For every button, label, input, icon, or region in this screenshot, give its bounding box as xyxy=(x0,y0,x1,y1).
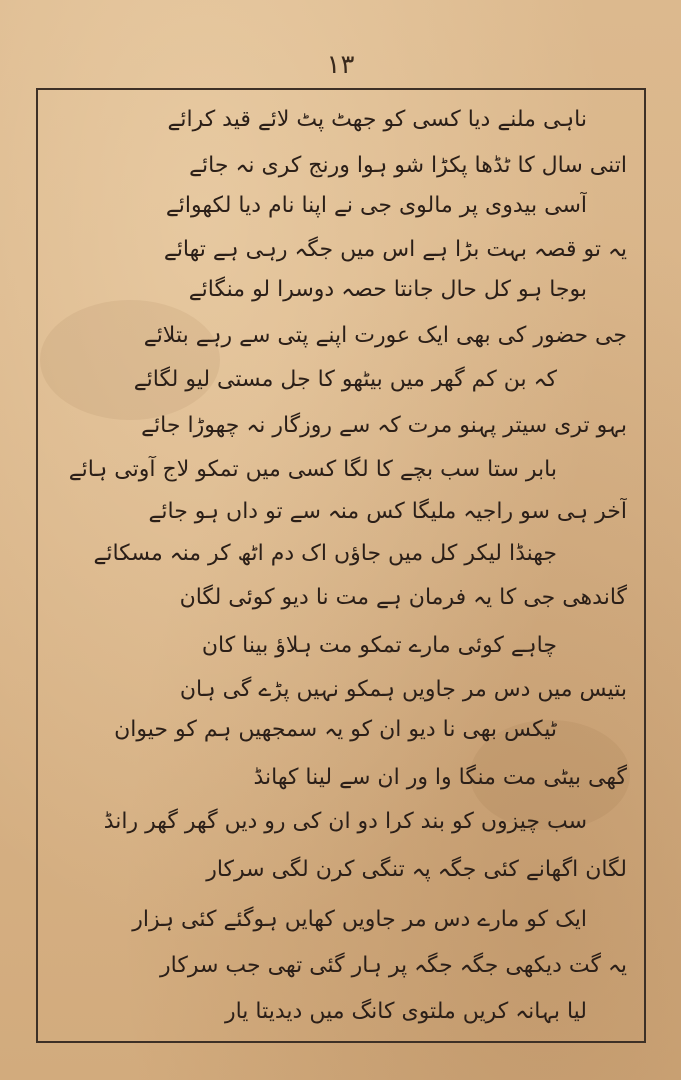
verse-line: کہ بن کم گھر میں بیٹھو کا جل مستی لیو لگائے xyxy=(133,367,557,392)
verse-line: یہ گت دیکھی جگہ جگہ پر ہار گئی تھی جب سرکار xyxy=(160,953,627,978)
verse-line: ایک کو مارے دس مر جاویں کھایں ہوگئے کئی ہزار xyxy=(132,907,587,932)
verse-line: بہو تری سیتر پہنو مرت کہ سے روزگار نہ چھوڑا جائے xyxy=(141,413,627,438)
verse-line: ناہی ملنے دیا کسی کو جھٹ پٹ لائے قید کرائے xyxy=(167,107,587,132)
verse-line: لیا بہانہ کریں ملتوی کانگ میں دیدیتا یار xyxy=(224,999,587,1024)
verse-line: گھی بیٹی مت منگا وا ور ان سے لینا کھانڈ xyxy=(253,765,627,790)
verse-line: آسی بیدوی پر مالوی جی نے اپنا نام دیا لکھوائے xyxy=(165,193,587,218)
verse-line: جھنڈا لیکر کل میں جاؤں اک دم اٹھ کر منہ مسکائے xyxy=(93,541,557,566)
verse-line: جی حضور کی بھی ایک عورت اپنے پتی سے رہے بتلائے xyxy=(143,323,627,348)
verse-line: سب چیزوں کو بند کرا دو ان کی رو دیں گھر گھر رانڈ xyxy=(103,809,587,834)
verse-line: بابر ستا سب بچے کا لگا کسی میں تمکو لاج آوتی ہائے xyxy=(68,457,557,482)
verse-line: گاندھی جی کا یہ فرمان ہے مت نا دیو کوئی لگان xyxy=(179,585,627,610)
verse-line: اتنی سال کا ٹڈھا پکڑا شو ہوا ورنج کری نہ جائے xyxy=(189,153,627,178)
verse-line: بتیس میں دس مر جاویں ہمکو نہیں پڑے گی ہان xyxy=(179,677,627,702)
verse-line: آخر ہی سو راجیہ ملیگا کس منہ سے تو داں ہو جائے xyxy=(148,499,627,524)
verse-line: ٹیکس بھی نا دیو ان کو یہ سمجھیں ہم کو حیوان xyxy=(114,717,557,742)
verse-line: بوجا ہو کل حال جانتا حصہ دوسرا لو منگائے xyxy=(188,277,587,302)
verse-line: یہ تو قصہ بہت بڑا ہے اس میں جگہ رہی ہے تھائے xyxy=(163,237,627,262)
verse-line: لگان اگھانے کئی جگہ پہ تنگی کرن لگی سرکار xyxy=(206,857,627,882)
page-number: ۱۳ xyxy=(326,50,355,80)
verse-line: چاہے کوئی مارے تمکو مت ہلاؤ بینا کان xyxy=(201,633,557,658)
verse-body xyxy=(52,100,627,1035)
